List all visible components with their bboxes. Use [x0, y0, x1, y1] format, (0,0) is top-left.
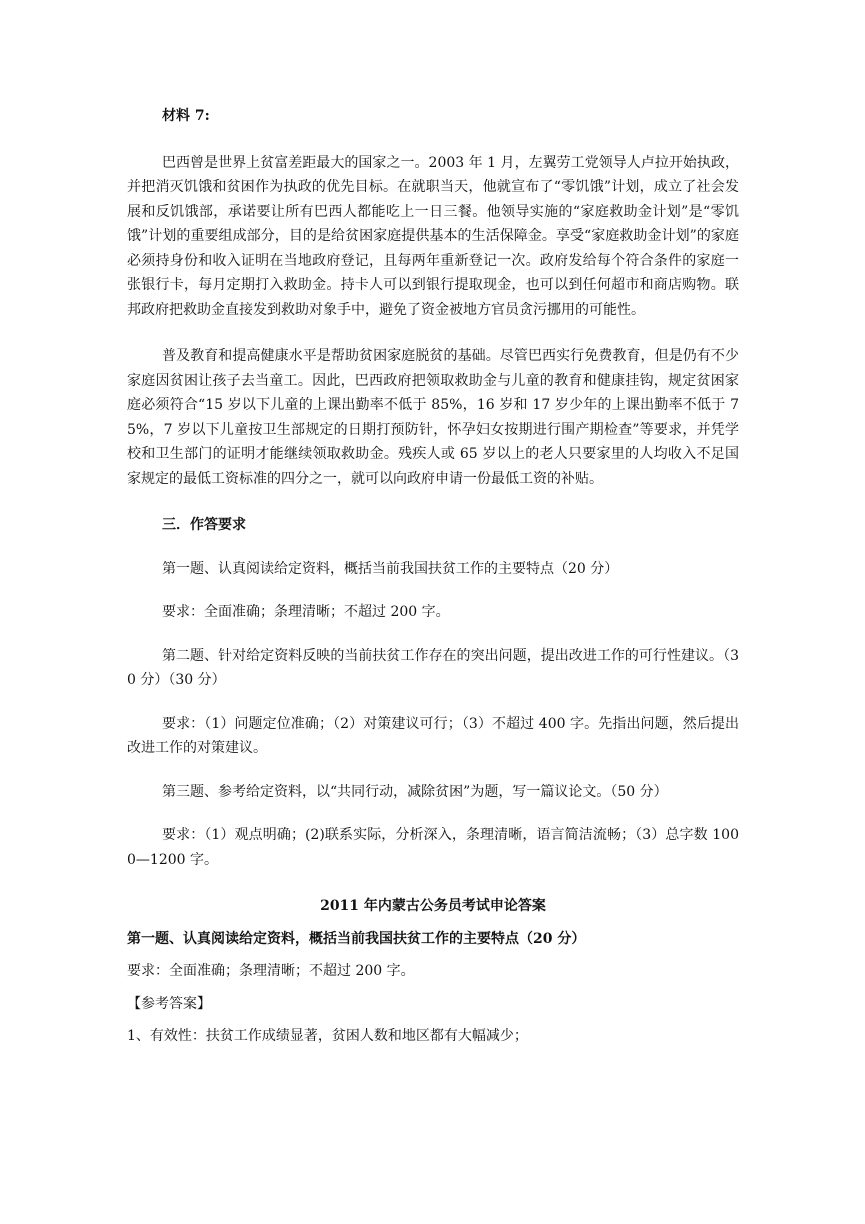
- question-3-prompt: 第三题、参考给定资料，以“共同行动，减除贫困”为题，写一篇议论文。（50 分）: [162, 783, 668, 800]
- reference-answer-label: 【参考答案】: [127, 995, 211, 1012]
- question-1-requirement: 要求：全面准确；条理清晰；不超过 200 字。: [162, 604, 450, 620]
- question-2-prompt: 第二题、针对给定资料反映的当前扶贫工作存在的突出问题，提出改进工作的可行性建议。（30 分）（30 分）: [127, 647, 739, 688]
- answer-question: 第一题、认真阅读给定资料，概括当前我国扶贫工作的主要特点（20 分）: [127, 930, 586, 947]
- answer-point-1: 1、有效性：扶贫工作成绩显著，贫困人数和地区都有大幅减少；: [127, 1028, 528, 1044]
- material-paragraph-1: 巴西曾是世界上贫富差距最大的国家之一。2003 年 1 月，左翼劳工党领导人卢拉开始执政，并把消灭饥饿和贫困作为执政的优先目标。在就职当天，他就宣布了“零饥饿”计划，成立了社会发展和反饥饿部，承诺要让所有巴西人都能吃上一日三餐。他领导实施的“家庭救助金计划”是“零饥饿”计划的重要组成部分，目的是给贫困家庭提供基本的生活保障金。享受“家庭救助金计划”的家庭必须持身份和收入证明在当地政府登记，且每两年重新登记一次。政府发给每个符合条件的家庭一张银行卡，每月定期打入救助金。持卡人可以到银行提取现金，也可以到任何超市和商店购物。联邦政府把救助金直接发到救助对象手中，避免了资金被地方官员贪污挪用的可能性。: [127, 154, 739, 318]
- question-2-requirement: 要求：（1）问题定位准确；（2）对策建议可行；（3）不超过 400 字。先指出问题，然后提出改进工作的对策建议。: [127, 715, 739, 756]
- question-3-requirement: 要求：（1）观点明确；(2)联系实际，分析深入，条理清晰，语言简洁流畅；（3）总字数 1000—1200 字。: [127, 827, 739, 868]
- section-heading: 三．作答要求: [162, 517, 246, 533]
- document-body: [127, 104, 739, 1049]
- material-paragraph-2: 普及教育和提高健康水平是帮助贫困家庭脱贫的基础。尽管巴西实行免费教育，但是仍有不少家庭因贫困让孩子去当童工。因此，巴西政府把领取救助金与儿童的教育和健康挂钩，规定贫困家庭必须符合“15 岁以下儿童的上课出勤率不低于 85%，16 岁和 17 岁少年的上课出勤率不低于 75%，7 岁以下儿童按卫生部规定的日期打预防针，怀孕妇女按期进行围产期检查”等要求，并凭学校和卫生部门的证明才能继续领取救助金。残疾人或 65 岁以上的老人只要家里的人均收入不足国家规定的最低工资标准的四分之一，就可以向政府申请一份最低工资的补贴。: [127, 348, 739, 487]
- material-title: 材料 7:: [162, 108, 210, 124]
- question-1-prompt: 第一题、认真阅读给定资料，概括当前我国扶贫工作的主要特点（20 分）: [162, 560, 619, 577]
- answer-title: 2011 年内蒙古公务员考试申论答案: [320, 898, 546, 914]
- answer-requirement: 要求：全面准确；条理清晰；不超过 200 字。: [127, 963, 415, 979]
